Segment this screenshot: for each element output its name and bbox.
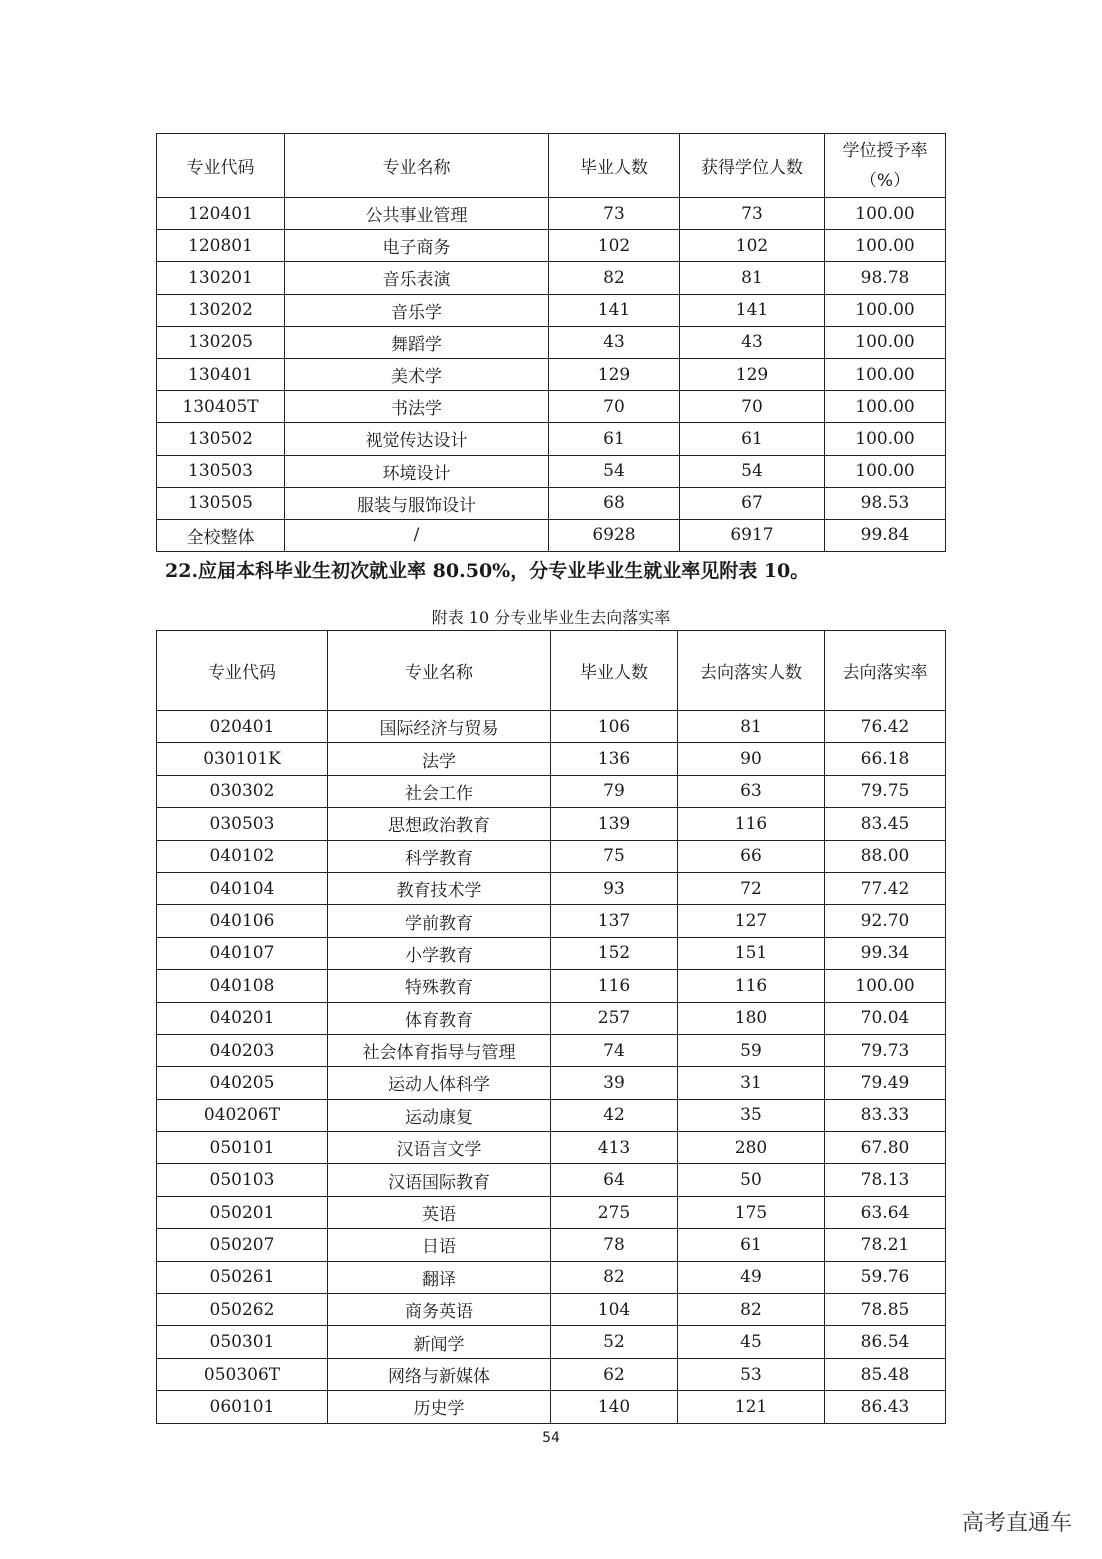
cell-rate: 100.00 (825, 391, 946, 423)
cell-graduates: 79 (551, 775, 678, 807)
table-row (157, 519, 946, 551)
table-row (157, 391, 946, 423)
cell-major-name: 学前教育 (328, 905, 551, 937)
cell-major-code: 040203 (157, 1034, 328, 1066)
cell-major-name: 英语 (328, 1196, 551, 1228)
table-row (157, 840, 946, 872)
cell-major-code: 050261 (157, 1261, 328, 1293)
cell-major-name: / (285, 519, 549, 551)
cell-graduates: 275 (551, 1196, 678, 1228)
cell-major-code: 130205 (157, 326, 285, 358)
table-row (157, 1229, 946, 1261)
table-row (157, 1002, 946, 1034)
cell-major-code: 050306T (157, 1358, 328, 1390)
cell-major-name: 教育技术学 (328, 872, 551, 904)
cell-rate: 86.43 (825, 1391, 946, 1423)
cell-rate: 100.00 (825, 198, 946, 230)
cell-rate: 99.84 (825, 519, 946, 551)
cell-rate: 100.00 (825, 455, 946, 487)
cell-major-code: 040102 (157, 840, 328, 872)
cell-graduates: 68 (549, 487, 680, 519)
cell-count: 81 (680, 262, 825, 294)
cell-rate: 77.42 (825, 872, 946, 904)
cell-rate: 99.34 (825, 937, 946, 969)
cell-major-name: 新闻学 (328, 1326, 551, 1358)
header-major-name: 专业名称 (285, 134, 549, 198)
cell-rate: 70.04 (825, 1002, 946, 1034)
cell-major-name: 汉语国际教育 (328, 1164, 551, 1196)
cell-rate: 85.48 (825, 1358, 946, 1390)
cell-rate: 79.49 (825, 1067, 946, 1099)
cell-major-code: 130503 (157, 455, 285, 487)
cell-count: 63 (678, 775, 825, 807)
table-row (157, 1391, 946, 1423)
cell-rate: 100.00 (825, 970, 946, 1002)
header-major-code: 专业代码 (157, 631, 328, 711)
cell-rate: 83.33 (825, 1099, 946, 1131)
cell-major-name: 小学教育 (328, 937, 551, 969)
cell-count: 151 (678, 937, 825, 969)
cell-count: 73 (680, 198, 825, 230)
cell-major-code: 120401 (157, 198, 285, 230)
header-degree-rate-line1: 学位授予率 (842, 140, 928, 161)
cell-graduates: 52 (551, 1326, 678, 1358)
cell-graduates: 152 (551, 937, 678, 969)
table-row (157, 905, 946, 937)
cell-major-name: 翻译 (328, 1261, 551, 1293)
table-row (157, 487, 946, 519)
cell-graduates: 39 (551, 1067, 678, 1099)
table-row (157, 1294, 946, 1326)
table-row (157, 1358, 946, 1390)
cell-major-code: 050207 (157, 1229, 328, 1261)
cell-major-name: 体育教育 (328, 1002, 551, 1034)
cell-graduates: 75 (551, 840, 678, 872)
cell-count: 49 (678, 1261, 825, 1293)
cell-rate: 100.00 (825, 294, 946, 326)
table-row (157, 1196, 946, 1228)
cell-graduates: 413 (551, 1132, 678, 1164)
cell-major-name: 运动康复 (328, 1099, 551, 1131)
cell-count: 6917 (680, 519, 825, 551)
employment-rate-paragraph: 22.应届本科毕业生初次就业率 80.50%，分专业毕业生就业率见附表 10。 (165, 560, 810, 582)
cell-count: 127 (678, 905, 825, 937)
table-row (157, 326, 946, 358)
cell-count: 53 (678, 1358, 825, 1390)
table-row (157, 937, 946, 969)
cell-graduates: 6928 (549, 519, 680, 551)
cell-rate: 78.85 (825, 1294, 946, 1326)
cell-rate: 66.18 (825, 743, 946, 775)
cell-rate: 79.73 (825, 1034, 946, 1066)
cell-major-code: 130202 (157, 294, 285, 326)
cell-graduates: 129 (549, 358, 680, 390)
cell-count: 116 (678, 970, 825, 1002)
table-row (157, 230, 946, 262)
header-degree-rate-line2: （%） (859, 170, 911, 191)
table-row (157, 358, 946, 390)
cell-major-code: 050103 (157, 1164, 328, 1196)
cell-count: 280 (678, 1132, 825, 1164)
cell-major-code: 130505 (157, 487, 285, 519)
cell-major-code: 060101 (157, 1391, 328, 1423)
cell-count: 31 (678, 1067, 825, 1099)
cell-major-name: 社会工作 (328, 775, 551, 807)
cell-graduates: 141 (549, 294, 680, 326)
cell-major-code: 040205 (157, 1067, 328, 1099)
cell-rate: 100.00 (825, 230, 946, 262)
cell-rate: 67.80 (825, 1132, 946, 1164)
table-row (157, 423, 946, 455)
cell-graduates: 82 (549, 262, 680, 294)
header-degree-count: 获得学位人数 (680, 134, 825, 198)
table-header-row (157, 631, 946, 711)
cell-major-code: 040108 (157, 970, 328, 1002)
employment-rate-table (156, 630, 946, 1424)
table-row (157, 1067, 946, 1099)
table-row (157, 1326, 946, 1358)
cell-major-code: 040201 (157, 1002, 328, 1034)
table-row (157, 1099, 946, 1131)
cell-count: 121 (678, 1391, 825, 1423)
cell-graduates: 93 (551, 872, 678, 904)
header-major-code: 专业代码 (157, 134, 285, 198)
cell-rate: 100.00 (825, 358, 946, 390)
table-row (157, 743, 946, 775)
cell-count: 175 (678, 1196, 825, 1228)
cell-major-name: 国际经济与贸易 (328, 711, 551, 743)
cell-count: 59 (678, 1034, 825, 1066)
cell-major-name: 思想政治教育 (328, 808, 551, 840)
cell-rate: 100.00 (825, 423, 946, 455)
cell-major-code: 030101K (157, 743, 328, 775)
cell-rate: 100.00 (825, 326, 946, 358)
header-placed-count: 去向落实人数 (678, 631, 825, 711)
cell-major-code: 130201 (157, 262, 285, 294)
cell-count: 72 (678, 872, 825, 904)
cell-graduates: 62 (551, 1358, 678, 1390)
cell-major-name: 美术学 (285, 358, 549, 390)
cell-graduates: 106 (551, 711, 678, 743)
cell-rate: 79.75 (825, 775, 946, 807)
cell-rate: 98.53 (825, 487, 946, 519)
cell-rate: 78.13 (825, 1164, 946, 1196)
cell-rate: 86.54 (825, 1326, 946, 1358)
cell-rate: 63.64 (825, 1196, 946, 1228)
table-caption: 附表 10 分专业毕业生去向落实率 (431, 608, 671, 627)
cell-major-name: 特殊教育 (328, 970, 551, 1002)
table-row (157, 455, 946, 487)
cell-graduates: 78 (551, 1229, 678, 1261)
table-row (157, 711, 946, 743)
cell-major-code: 030302 (157, 775, 328, 807)
table-row (157, 970, 946, 1002)
table-body (157, 711, 946, 1424)
cell-major-name: 社会体育指导与管理 (328, 1034, 551, 1066)
table-row (157, 294, 946, 326)
table-row (157, 872, 946, 904)
cell-major-code: 050262 (157, 1294, 328, 1326)
cell-count: 50 (678, 1164, 825, 1196)
cell-major-code: 全校整体 (157, 519, 285, 551)
cell-count: 61 (680, 423, 825, 455)
cell-major-name: 日语 (328, 1229, 551, 1261)
cell-count: 141 (680, 294, 825, 326)
header-major-name: 专业名称 (328, 631, 551, 711)
cell-count: 67 (680, 487, 825, 519)
table-row (157, 1261, 946, 1293)
header-graduates: 毕业人数 (549, 134, 680, 198)
cell-major-code: 040106 (157, 905, 328, 937)
table-row (157, 1132, 946, 1164)
cell-count: 116 (678, 808, 825, 840)
watermark-text: 高考直通车 (961, 1511, 1072, 1536)
table-row (157, 262, 946, 294)
cell-graduates: 74 (551, 1034, 678, 1066)
table-body (157, 198, 946, 552)
cell-graduates: 257 (551, 1002, 678, 1034)
cell-graduates: 139 (551, 808, 678, 840)
cell-rate: 76.42 (825, 711, 946, 743)
cell-major-name: 网络与新媒体 (328, 1358, 551, 1390)
cell-major-name: 音乐学 (285, 294, 549, 326)
cell-major-name: 运动人体科学 (328, 1067, 551, 1099)
cell-graduates: 102 (549, 230, 680, 262)
cell-rate: 98.78 (825, 262, 946, 294)
table-row (157, 775, 946, 807)
cell-major-code: 130405T (157, 391, 285, 423)
cell-major-name: 环境设计 (285, 455, 549, 487)
cell-major-code: 050301 (157, 1326, 328, 1358)
cell-major-name: 科学教育 (328, 840, 551, 872)
cell-major-name: 汉语言文学 (328, 1132, 551, 1164)
cell-count: 70 (680, 391, 825, 423)
cell-major-code: 120801 (157, 230, 285, 262)
cell-graduates: 43 (549, 326, 680, 358)
cell-major-code: 040104 (157, 872, 328, 904)
cell-graduates: 82 (551, 1261, 678, 1293)
table-header-row (157, 134, 946, 198)
cell-major-code: 020401 (157, 711, 328, 743)
cell-count: 35 (678, 1099, 825, 1131)
cell-graduates: 104 (551, 1294, 678, 1326)
cell-graduates: 116 (551, 970, 678, 1002)
cell-major-code: 050201 (157, 1196, 328, 1228)
cell-graduates: 136 (551, 743, 678, 775)
table-row (157, 198, 946, 230)
cell-major-code: 050101 (157, 1132, 328, 1164)
cell-count: 54 (680, 455, 825, 487)
cell-count: 82 (678, 1294, 825, 1326)
degree-rate-table (156, 133, 946, 552)
table-row (157, 808, 946, 840)
cell-count: 81 (678, 711, 825, 743)
cell-rate: 88.00 (825, 840, 946, 872)
cell-major-name: 书法学 (285, 391, 549, 423)
table-row (157, 1034, 946, 1066)
cell-count: 90 (678, 743, 825, 775)
cell-count: 61 (678, 1229, 825, 1261)
cell-major-name: 公共事业管理 (285, 198, 549, 230)
header-placement-rate: 去向落实率 (825, 631, 946, 711)
cell-major-code: 130502 (157, 423, 285, 455)
cell-count: 129 (680, 358, 825, 390)
cell-graduates: 137 (551, 905, 678, 937)
cell-major-name: 法学 (328, 743, 551, 775)
cell-major-name: 音乐表演 (285, 262, 549, 294)
cell-rate: 83.45 (825, 808, 946, 840)
cell-major-name: 视觉传达设计 (285, 423, 549, 455)
cell-rate: 78.21 (825, 1229, 946, 1261)
cell-count: 66 (678, 840, 825, 872)
cell-count: 180 (678, 1002, 825, 1034)
page-number: 54 (542, 1430, 560, 1446)
cell-major-code: 040206T (157, 1099, 328, 1131)
header-degree-rate (825, 134, 946, 198)
cell-graduates: 54 (549, 455, 680, 487)
cell-major-name: 舞蹈学 (285, 326, 549, 358)
cell-major-code: 030503 (157, 808, 328, 840)
cell-major-code: 040107 (157, 937, 328, 969)
table-row (157, 1164, 946, 1196)
header-graduates: 毕业人数 (551, 631, 678, 711)
cell-major-name: 历史学 (328, 1391, 551, 1423)
cell-graduates: 140 (551, 1391, 678, 1423)
cell-count: 102 (680, 230, 825, 262)
cell-graduates: 64 (551, 1164, 678, 1196)
cell-graduates: 61 (549, 423, 680, 455)
cell-count: 43 (680, 326, 825, 358)
cell-major-name: 商务英语 (328, 1294, 551, 1326)
cell-graduates: 73 (549, 198, 680, 230)
cell-rate: 59.76 (825, 1261, 946, 1293)
cell-graduates: 42 (551, 1099, 678, 1131)
cell-major-code: 130401 (157, 358, 285, 390)
cell-major-name: 服装与服饰设计 (285, 487, 549, 519)
cell-rate: 92.70 (825, 905, 946, 937)
cell-major-name: 电子商务 (285, 230, 549, 262)
cell-count: 45 (678, 1326, 825, 1358)
cell-graduates: 70 (549, 391, 680, 423)
